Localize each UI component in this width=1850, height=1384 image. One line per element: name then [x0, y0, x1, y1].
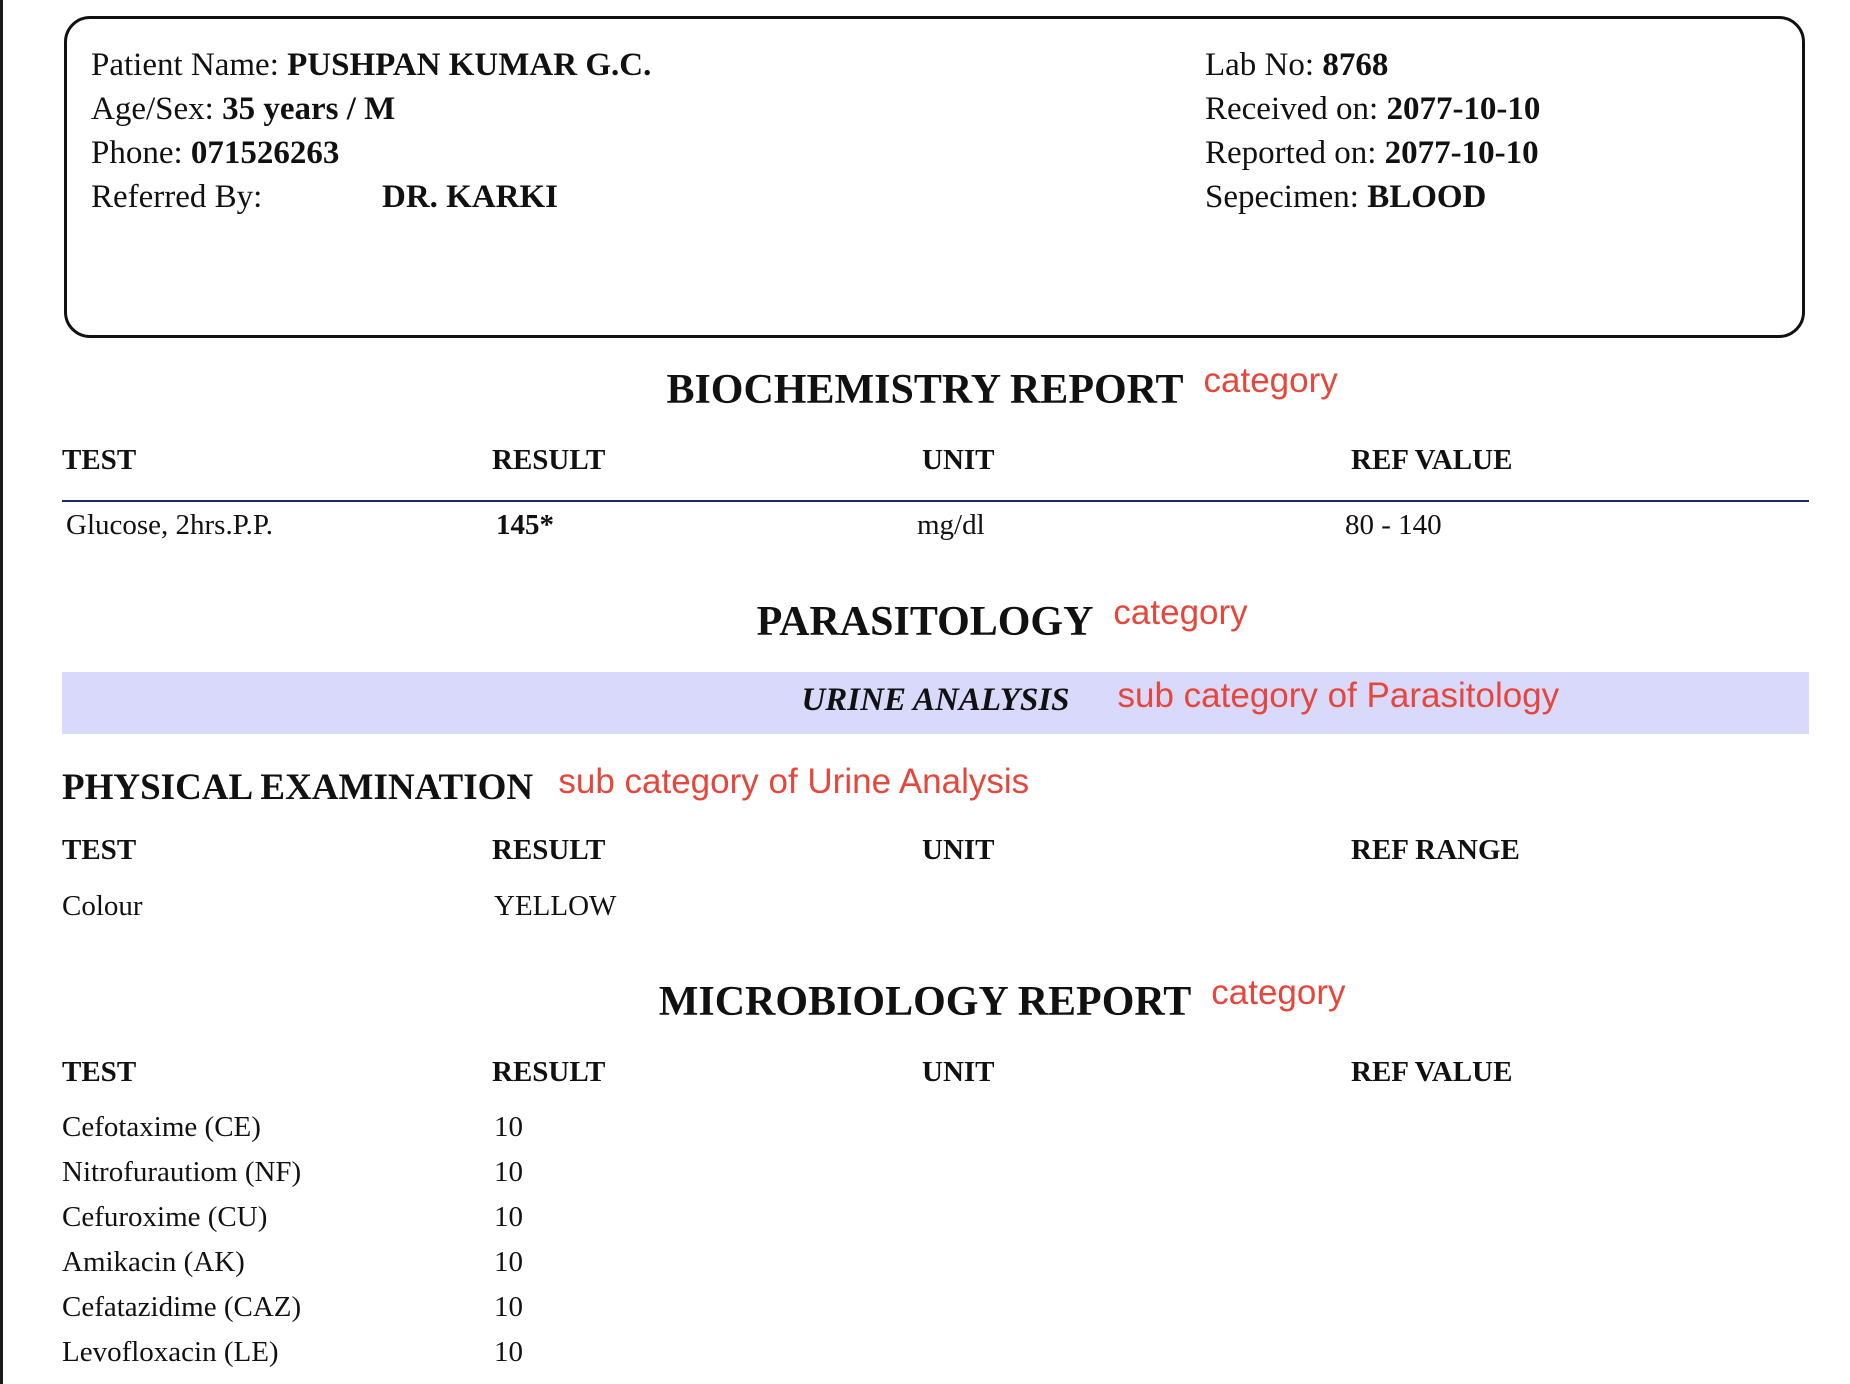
biochemistry-section-title: [0, 361, 1850, 414]
biochem-header-test: TEST: [62, 444, 137, 476]
biochem-header-divider: [62, 500, 1809, 502]
biochemistry-title-wrap: [666, 361, 1338, 413]
specimen-label: Sepecimen:: [1205, 179, 1359, 215]
specimen-line: [1205, 175, 1486, 219]
micro-row-test: Cefuroxime (CU): [62, 1201, 268, 1233]
lab-no-label: Lab No:: [1205, 47, 1315, 83]
parasitology-title: PARASITOLOGY: [756, 599, 1094, 645]
microbiology-title: MICROBIOLOGY REPORT: [658, 979, 1192, 1025]
micro-row-test: Amikacin (AK): [62, 1246, 245, 1278]
physical-examination-title-row: [62, 762, 1030, 809]
biochemistry-annotation: category: [1203, 361, 1338, 400]
urine-analysis-title-row: [62, 676, 1809, 719]
physical-examination-annotation: sub category of Urine Analysis: [558, 762, 1030, 801]
page-left-border: [0, 0, 3, 1384]
micro-row-result: 10: [494, 1111, 523, 1143]
micro-row-test: Nitrofurautiom (NF): [62, 1156, 302, 1188]
micro-row-result: 10: [494, 1336, 523, 1368]
received-on-value: 2077-10-10: [1386, 91, 1541, 127]
biochem-row-test: Glucose, 2hrs.P.P.: [66, 509, 274, 541]
age-sex-line: [91, 87, 395, 131]
lab-no-line: [1205, 43, 1388, 87]
micro-row-result: 10: [494, 1201, 523, 1233]
biochem-header-unit: UNIT: [922, 444, 995, 476]
urine-analysis-title-wrap: [801, 676, 1560, 718]
physical-header-test: TEST: [62, 834, 137, 866]
parasitology-title-wrap: [756, 593, 1248, 645]
referred-by-label: Referred By:: [91, 179, 263, 215]
physical-header-unit: UNIT: [922, 834, 995, 866]
biochemistry-title: BIOCHEMISTRY REPORT: [666, 367, 1184, 413]
referred-by-line: [91, 175, 591, 219]
physical-header-result: RESULT: [492, 834, 606, 866]
phone-value: 071526263: [190, 135, 340, 171]
biochem-row-result: 145*: [496, 509, 554, 541]
phone-line: [91, 131, 339, 175]
physical-header-ref: REF RANGE: [1351, 834, 1520, 866]
reported-on-line: [1205, 131, 1539, 175]
urine-analysis-band: [62, 672, 1809, 734]
micro-row-result: 10: [494, 1291, 523, 1323]
micro-row-result: 10: [494, 1246, 523, 1278]
referred-by-value: DR. KARKI: [382, 179, 559, 215]
physical-row-test: Colour: [62, 890, 143, 922]
microbiology-section-title: [0, 973, 1850, 1026]
patient-info-box: [64, 16, 1805, 338]
biochem-header-ref: REF VALUE: [1351, 444, 1513, 476]
biochem-header-result: RESULT: [492, 444, 606, 476]
age-sex-value: 35 years / M: [222, 91, 396, 127]
parasitology-section-title: [0, 593, 1850, 646]
lab-no-value: 8768: [1322, 47, 1389, 83]
biochem-row-ref: 80 - 140: [1345, 509, 1442, 541]
patient-name-line: [91, 43, 651, 87]
micro-header-ref: REF VALUE: [1351, 1056, 1513, 1088]
biochem-row-unit: mg/dl: [917, 509, 985, 541]
physical-row-result: YELLOW: [494, 890, 617, 922]
physical-examination-title: PHYSICAL EXAMINATION: [62, 767, 534, 808]
specimen-value: BLOOD: [1367, 179, 1487, 215]
micro-row-result: 10: [494, 1156, 523, 1188]
micro-row-test: Levofloxacin (LE): [62, 1336, 279, 1368]
reported-on-label: Reported on:: [1205, 135, 1377, 171]
urine-analysis-title: URINE ANALYSIS: [801, 682, 1070, 718]
microbiology-title-wrap: [658, 973, 1346, 1025]
patient-name-label: Patient Name:: [91, 47, 279, 83]
microbiology-annotation: category: [1211, 973, 1346, 1012]
received-on-line: [1205, 87, 1540, 131]
micro-header-result: RESULT: [492, 1056, 606, 1088]
micro-header-unit: UNIT: [922, 1056, 995, 1088]
reported-on-value: 2077-10-10: [1384, 135, 1539, 171]
micro-row-test: Cefotaxime (CE): [62, 1111, 261, 1143]
urine-analysis-annotation: sub category of Parasitology: [1117, 676, 1560, 715]
phone-label: Phone:: [91, 135, 183, 171]
patient-name: PUSHPAN KUMAR G.C.: [287, 47, 652, 83]
age-sex-label: Age/Sex:: [91, 91, 214, 127]
micro-row-test: Cefatazidime (CAZ): [62, 1291, 302, 1323]
parasitology-annotation: category: [1113, 593, 1248, 632]
micro-header-test: TEST: [62, 1056, 137, 1088]
received-on-label: Received on:: [1205, 91, 1379, 127]
